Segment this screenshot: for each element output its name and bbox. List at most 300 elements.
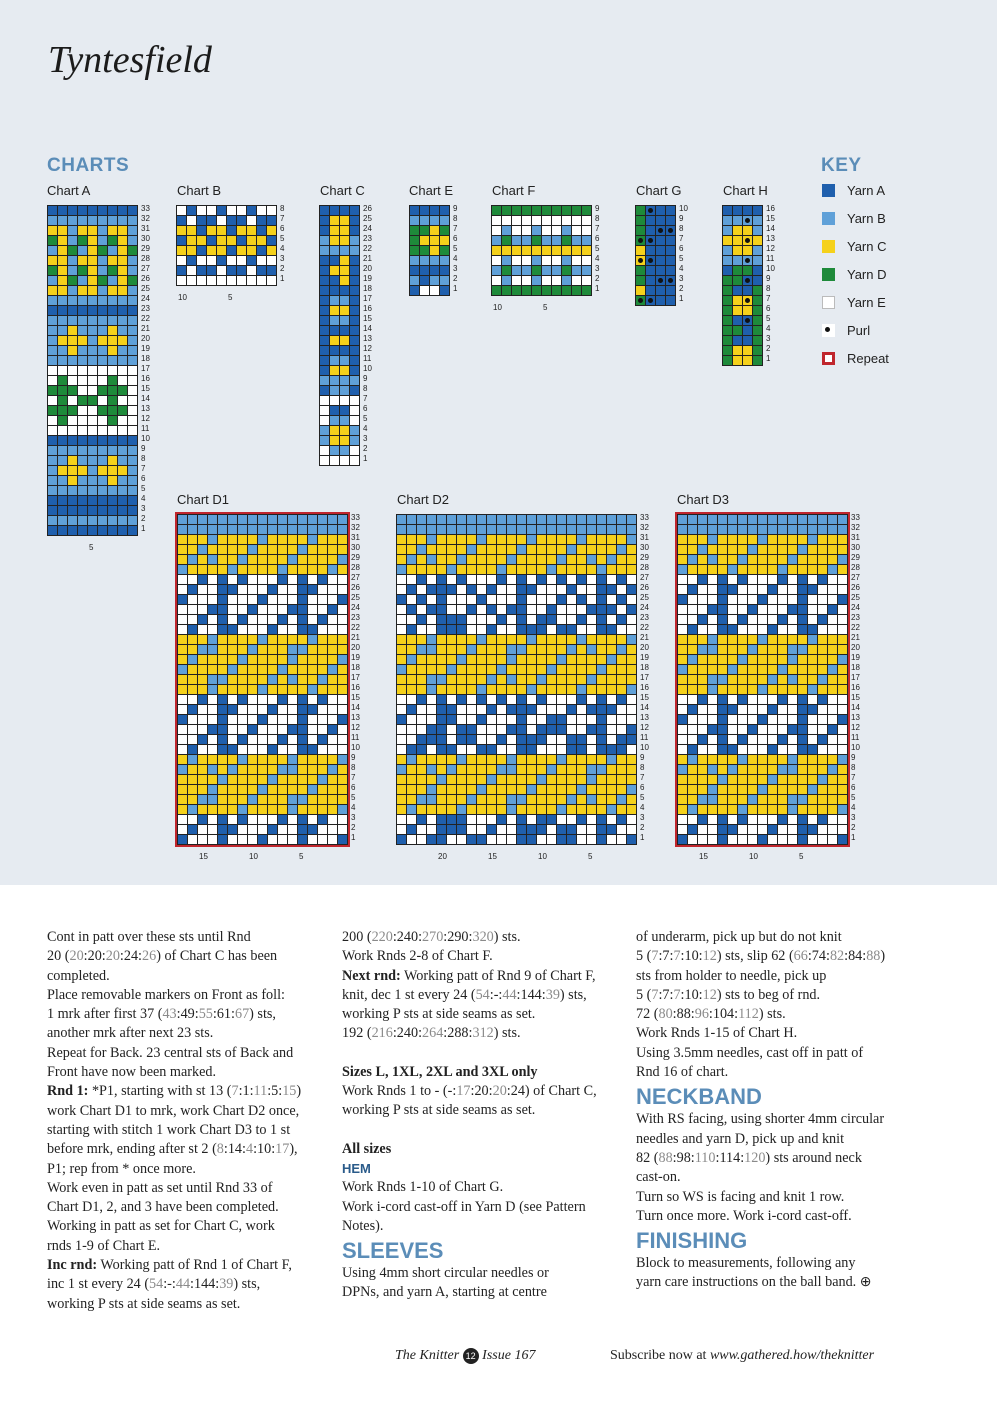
- chart-cell: [68, 246, 77, 255]
- chart-cell: [417, 555, 426, 564]
- chart-cell: [542, 276, 551, 285]
- chart-cell: [487, 695, 496, 704]
- chart-cell: [698, 605, 707, 614]
- chart-cell: [577, 685, 586, 694]
- chart-cell: [567, 675, 576, 684]
- chart-cell: [340, 456, 349, 465]
- chart-cell: [828, 755, 837, 764]
- chart-cell: [208, 655, 217, 664]
- chart-b-grid: [176, 205, 277, 286]
- chart-cell: [567, 665, 576, 674]
- chart-cell: [308, 815, 317, 824]
- chart-cell: [748, 585, 757, 594]
- chart-cell: [688, 695, 697, 704]
- chart-cell: [522, 256, 531, 265]
- text-line: starting with stitch 1 work Chart D3 to 1 st: [47, 1121, 291, 1138]
- chart-cell: [417, 695, 426, 704]
- chart-cell: [188, 835, 197, 844]
- chart-cell: [547, 525, 556, 534]
- text-line: 82 (88:98:110:114:120) sts around neck: [636, 1149, 862, 1166]
- chart-b-label: Chart B: [177, 183, 222, 198]
- row-number: 5: [280, 234, 285, 243]
- chart-cell: [238, 745, 247, 754]
- chart-cell: [467, 775, 476, 784]
- chart-cell: [467, 795, 476, 804]
- key-item-purl: [822, 323, 870, 338]
- chart-cell: [218, 675, 227, 684]
- chart-cell: [427, 575, 436, 584]
- chart-cell: [278, 805, 287, 814]
- chart-cell: [577, 795, 586, 804]
- chart-cell: [437, 775, 446, 784]
- chart-cell: [88, 226, 97, 235]
- chart-cell: [467, 515, 476, 524]
- chart-cell: [838, 605, 847, 614]
- chart-cell: [407, 595, 416, 604]
- chart-cell: [268, 675, 277, 684]
- chart-cell: [778, 515, 787, 524]
- chart-cell: [340, 406, 349, 415]
- chart-cell: [567, 725, 576, 734]
- text-line: Using 4mm short circular needles or: [342, 1265, 549, 1282]
- chart-cell: [728, 805, 737, 814]
- chart-cell: [557, 595, 566, 604]
- chart-cell: [838, 585, 847, 594]
- chart-cell: [198, 625, 207, 634]
- chart-cell: [417, 835, 426, 844]
- chart-cell: [207, 266, 216, 275]
- chart-cell: [447, 695, 456, 704]
- chart-cell: [177, 236, 186, 245]
- chart-cell: [728, 615, 737, 624]
- chart-cell: [268, 595, 277, 604]
- chart-cell: [278, 765, 287, 774]
- chart-cell: [128, 446, 137, 455]
- chart-cell: [748, 605, 757, 614]
- chart-cell: [818, 545, 827, 554]
- chart-cell: [198, 795, 207, 804]
- chart-cell: [718, 805, 727, 814]
- chart-cell: [828, 645, 837, 654]
- chart-cell: [688, 825, 697, 834]
- chart-cell: [397, 625, 406, 634]
- chart-cell: [288, 525, 297, 534]
- chart-cell: [567, 595, 576, 604]
- chart-cell: [258, 515, 267, 524]
- purl-dot-icon: [638, 258, 643, 263]
- chart-cell: [748, 815, 757, 824]
- chart-cell: [537, 565, 546, 574]
- row-number: 18: [363, 284, 372, 293]
- chart-cell: [440, 206, 449, 215]
- chart-cell: [507, 555, 516, 564]
- chart-cell: [318, 515, 327, 524]
- chart-cell: [58, 466, 67, 475]
- row-number: 11: [141, 424, 150, 433]
- text-line: 200 (220:240:270:290:320) sts.: [342, 929, 521, 945]
- row-number: 21: [141, 324, 150, 333]
- row-number: 25: [141, 284, 150, 293]
- chart-cell: [318, 635, 327, 644]
- chart-cell: [397, 595, 406, 604]
- chart-cell: [68, 416, 77, 425]
- chart-cell: [656, 226, 665, 235]
- chart-cell: [118, 346, 127, 355]
- chart-cell: [98, 316, 107, 325]
- row-number: 20: [363, 264, 372, 273]
- chart-cell: [477, 675, 486, 684]
- chart-cell: [627, 625, 636, 634]
- chart-cell: [502, 216, 511, 225]
- chart-cell: [527, 655, 536, 664]
- chart-cell: [330, 296, 339, 305]
- chart-cell: [288, 775, 297, 784]
- row-number: 3: [766, 334, 771, 343]
- chart-cell: [607, 575, 616, 584]
- chart-cell: [828, 515, 837, 524]
- chart-cell: [58, 476, 67, 485]
- chart-cell: [517, 665, 526, 674]
- chart-cell: [678, 785, 687, 794]
- chart-cell: [758, 605, 767, 614]
- chart-cell: [68, 356, 77, 365]
- chart-cell: [778, 565, 787, 574]
- chart-cell: [678, 765, 687, 774]
- chart-cell: [748, 645, 757, 654]
- chart-cell: [537, 555, 546, 564]
- chart-cell: [330, 426, 339, 435]
- chart-cell: [298, 825, 307, 834]
- chart-cell: [188, 625, 197, 634]
- row-number: 6: [453, 234, 458, 243]
- footer-url[interactable]: www.gathered.how/theknitter: [709, 1348, 875, 1363]
- chart-cell: [338, 725, 347, 734]
- chart-cell: [330, 406, 339, 415]
- chart-cell: [828, 615, 837, 624]
- chart-cell: [350, 326, 359, 335]
- chart-cell: [238, 625, 247, 634]
- chart-cell: [328, 825, 337, 834]
- chart-cell: [517, 685, 526, 694]
- chart-cell: [397, 725, 406, 734]
- chart-cell: [748, 725, 757, 734]
- chart-cell: [758, 565, 767, 574]
- chart-cell: [407, 815, 416, 824]
- chart-cell: [338, 605, 347, 614]
- chart-cell: [733, 286, 742, 295]
- chart-cell: [688, 565, 697, 574]
- chart-cell: [627, 555, 636, 564]
- chart-cell: [788, 725, 797, 734]
- chart-cell: [88, 486, 97, 495]
- chart-cell: [627, 575, 636, 584]
- chart-cell: [208, 795, 217, 804]
- chart-cell: [567, 835, 576, 844]
- chart-cell: [228, 795, 237, 804]
- chart-cell: [187, 226, 196, 235]
- chart-cell: [617, 555, 626, 564]
- chart-cell: [562, 226, 571, 235]
- chart-cell: [188, 755, 197, 764]
- column-number: 15: [488, 852, 497, 861]
- chart-cell: [577, 695, 586, 704]
- chart-cell: [178, 655, 187, 664]
- purl-dot-icon: [648, 258, 653, 263]
- chart-cell: [537, 615, 546, 624]
- chart-cell: [818, 715, 827, 724]
- chart-cell: [188, 795, 197, 804]
- purl-dot-icon: [638, 238, 643, 243]
- row-number: 9: [851, 753, 856, 762]
- chart-cell: [557, 565, 566, 574]
- chart-cell: [407, 685, 416, 694]
- chart-cell: [128, 256, 137, 265]
- chart-cell: [487, 765, 496, 774]
- chart-cell: [227, 266, 236, 275]
- chart-cell: [627, 535, 636, 544]
- key-item-yarn-d: [822, 267, 887, 282]
- chart-cell: [517, 805, 526, 814]
- chart-cell: [768, 695, 777, 704]
- text-line: Work Rnds 1-10 of Chart G.: [342, 1179, 504, 1196]
- chart-cell: [420, 266, 429, 275]
- chart-cell: [582, 236, 591, 245]
- chart-cell: [688, 555, 697, 564]
- chart-cell: [88, 216, 97, 225]
- chart-cell: [338, 535, 347, 544]
- key-item-yarn-a: [822, 183, 885, 198]
- chart-cell: [397, 655, 406, 664]
- text-line: work Chart D1 to mrk, work Chart D2 once,: [47, 1102, 300, 1119]
- chart-cell: [218, 765, 227, 774]
- chart-cell: [597, 615, 606, 624]
- chart-cell: [567, 585, 576, 594]
- chart-cell: [248, 725, 257, 734]
- chart-cell: [607, 635, 616, 644]
- chart-cell: [267, 276, 276, 285]
- chart-cell: [108, 446, 117, 455]
- chart-cell: [527, 585, 536, 594]
- chart-cell: [98, 236, 107, 245]
- chart-cell: [467, 695, 476, 704]
- chart-cell: [410, 276, 419, 285]
- row-number: 10: [351, 743, 360, 752]
- chart-cell: [597, 835, 606, 844]
- chart-cell: [238, 675, 247, 684]
- chart-cell: [128, 506, 137, 515]
- chart-cell: [227, 256, 236, 265]
- chart-cell: [758, 545, 767, 554]
- chart-cell: [557, 725, 566, 734]
- chart-cell: [527, 755, 536, 764]
- chart-cell: [430, 226, 439, 235]
- chart-cell: [178, 515, 187, 524]
- chart-cell: [188, 575, 197, 584]
- chart-cell: [340, 366, 349, 375]
- chart-cell: [557, 535, 566, 544]
- chart-cell: [318, 755, 327, 764]
- row-number: 17: [351, 673, 360, 682]
- chart-cell: [68, 446, 77, 455]
- row-number: 9: [679, 214, 684, 223]
- chart-cell: [208, 735, 217, 744]
- chart-cell: [318, 735, 327, 744]
- row-number: 5: [363, 414, 368, 423]
- chart-cell: [328, 625, 337, 634]
- chart-cell: [410, 226, 419, 235]
- chart-cell: [118, 286, 127, 295]
- chart-cell: [567, 715, 576, 724]
- chart-cell: [248, 695, 257, 704]
- chart-cell: [627, 745, 636, 754]
- chart-cell: [708, 605, 717, 614]
- chart-cell: [547, 715, 556, 724]
- chart-cell: [198, 835, 207, 844]
- chart-cell: [227, 216, 236, 225]
- chart-cell: [228, 575, 237, 584]
- chart-cell: [258, 575, 267, 584]
- chart-cell: [708, 705, 717, 714]
- chart-cell: [656, 286, 665, 295]
- chart-cell: [636, 246, 645, 255]
- chart-cell: [58, 436, 67, 445]
- chart-cell: [217, 246, 226, 255]
- chart-cell: [298, 695, 307, 704]
- chart-cell: [617, 825, 626, 834]
- chart-cell: [678, 585, 687, 594]
- chart-cell: [738, 685, 747, 694]
- chart-cell: [798, 705, 807, 714]
- chart-cell: [627, 705, 636, 714]
- chart-cell: [177, 206, 186, 215]
- chart-cell: [557, 665, 566, 674]
- chart-cell: [108, 436, 117, 445]
- chart-cell: [678, 805, 687, 814]
- chart-cell: [447, 725, 456, 734]
- chart-cell: [636, 286, 645, 295]
- chart-cell: [308, 545, 317, 554]
- chart-cell: [198, 675, 207, 684]
- chart-cell: [688, 605, 697, 614]
- chart-cell: [733, 236, 742, 245]
- chart-cell: [617, 615, 626, 624]
- chart-cell: [198, 565, 207, 574]
- chart-cell: [320, 406, 329, 415]
- chart-cell: [427, 565, 436, 574]
- chart-c-row-numbers: [363, 204, 372, 464]
- chart-cell: [128, 436, 137, 445]
- chart-cell: [487, 725, 496, 734]
- chart-cell: [108, 216, 117, 225]
- chart-cell: [607, 645, 616, 654]
- chart-cell: [218, 815, 227, 824]
- chart-cell: [208, 805, 217, 814]
- chart-cell: [708, 575, 717, 584]
- chart-cell: [788, 585, 797, 594]
- chart-cell: [318, 775, 327, 784]
- chart-cell: [417, 815, 426, 824]
- chart-cell: [208, 815, 217, 824]
- chart-b-row-numbers: [280, 204, 284, 284]
- chart-cell: [338, 595, 347, 604]
- chart-cell: [818, 725, 827, 734]
- chart-cell: [818, 615, 827, 624]
- chart-cell: [557, 785, 566, 794]
- chart-cell: [627, 695, 636, 704]
- row-number: 23: [141, 304, 150, 313]
- chart-cell: [88, 206, 97, 215]
- chart-cell: [447, 715, 456, 724]
- chart-cell: [517, 695, 526, 704]
- chart-cell: [477, 685, 486, 694]
- chart-cell: [627, 675, 636, 684]
- chart-cell: [437, 835, 446, 844]
- row-number: 28: [141, 254, 150, 263]
- chart-g-label: Chart G: [636, 183, 682, 198]
- row-number: 3: [351, 813, 356, 822]
- chart-cell: [733, 316, 742, 325]
- text-line: Cont in patt over these sts until Rnd: [47, 929, 251, 945]
- chart-cell: [522, 236, 531, 245]
- chart-cell: [430, 236, 439, 245]
- chart-cell: [758, 615, 767, 624]
- chart-cell: [407, 835, 416, 844]
- chart-cell: [507, 685, 516, 694]
- chart-cell: [88, 236, 97, 245]
- chart-cell: [552, 236, 561, 245]
- chart-cell: [698, 795, 707, 804]
- chart-cell: [108, 496, 117, 505]
- chart-cell: [557, 515, 566, 524]
- row-number: 29: [640, 553, 649, 562]
- chart-cell: [547, 835, 556, 844]
- chart-cell: [427, 715, 436, 724]
- row-number: 16: [851, 683, 860, 692]
- chart-cell: [328, 575, 337, 584]
- chart-cell: [808, 685, 817, 694]
- chart-cell: [688, 665, 697, 674]
- row-number: 22: [351, 623, 360, 632]
- chart-cell: [208, 625, 217, 634]
- chart-cell: [467, 615, 476, 624]
- chart-cell: [48, 366, 57, 375]
- chart-cell: [778, 585, 787, 594]
- chart-cell: [477, 545, 486, 554]
- chart-cell: [248, 605, 257, 614]
- chart-cell: [587, 555, 596, 564]
- chart-cell: [447, 545, 456, 554]
- row-number: 13: [141, 404, 150, 413]
- chart-cell: [78, 436, 87, 445]
- chart-cell: [457, 645, 466, 654]
- chart-cell: [728, 655, 737, 664]
- chart-cell: [507, 665, 516, 674]
- subheading: HEM: [342, 1160, 371, 1176]
- chart-cell: [298, 595, 307, 604]
- chart-cell: [587, 625, 596, 634]
- chart-cell: [278, 825, 287, 834]
- chart-cell: [547, 615, 556, 624]
- chart-cell: [417, 545, 426, 554]
- chart-cell: [208, 525, 217, 534]
- chart-cell: [258, 545, 267, 554]
- chart-cell: [267, 246, 276, 255]
- chart-cell: [698, 595, 707, 604]
- chart-cell: [718, 675, 727, 684]
- chart-cell: [298, 615, 307, 624]
- chart-cell: [572, 206, 581, 215]
- chart-cell: [268, 835, 277, 844]
